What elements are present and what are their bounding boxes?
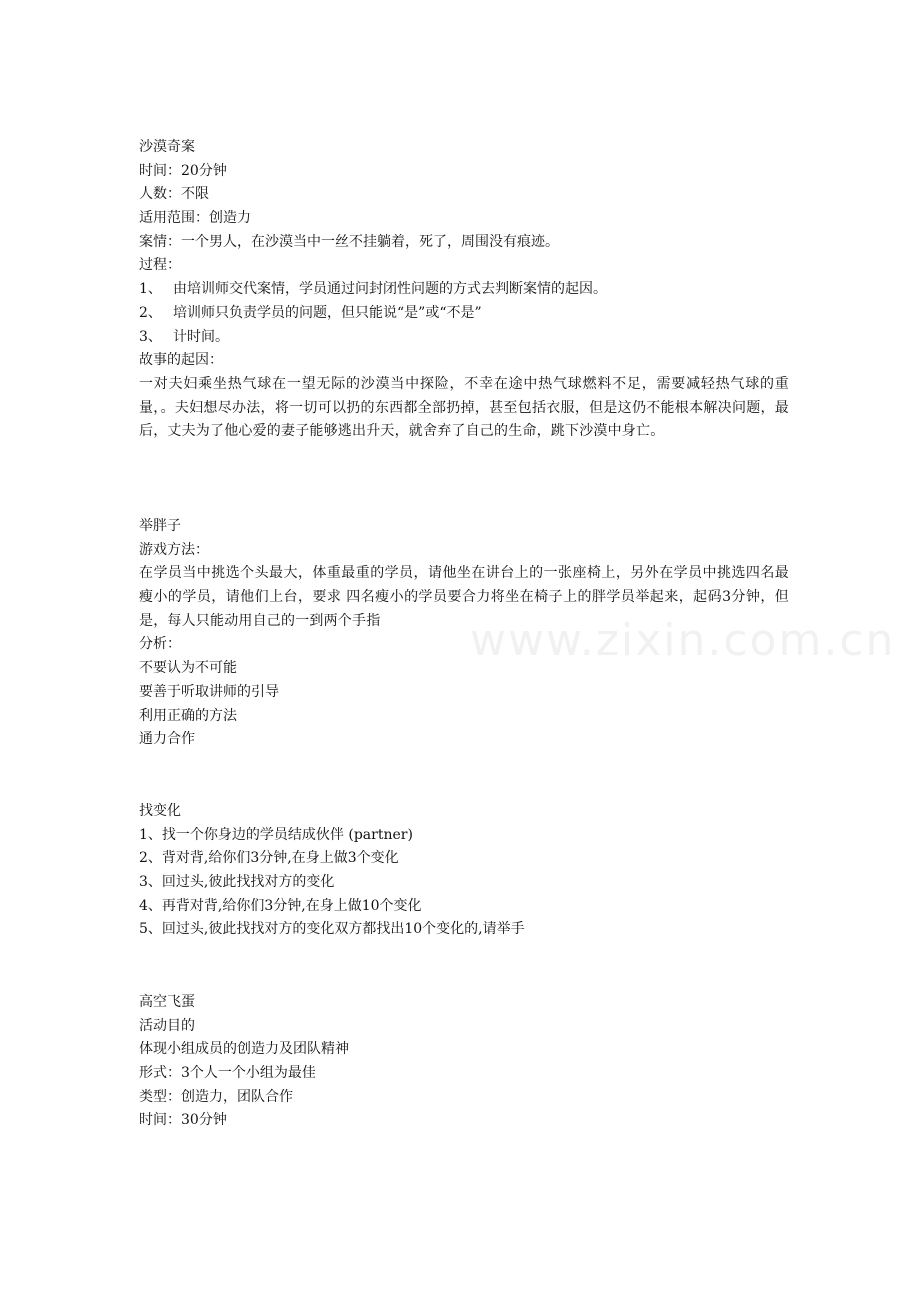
process-label: 过程： bbox=[139, 257, 181, 274]
document-content bbox=[139, 136, 789, 1133]
method-label: 游戏方法： bbox=[139, 541, 209, 558]
step-number: 1、 bbox=[139, 281, 162, 298]
process-step bbox=[139, 278, 789, 302]
analysis-item: 不要认为不可能 bbox=[139, 660, 237, 677]
section-title: 沙漠奇案 bbox=[139, 139, 195, 155]
process-step bbox=[139, 302, 789, 326]
watermark: www.zixin.com.cn bbox=[470, 615, 896, 666]
goal-label: 活动目的 bbox=[139, 1017, 195, 1034]
analysis-item: 利用正确的方法 bbox=[139, 707, 237, 724]
section-lift-fat bbox=[139, 515, 789, 752]
case-line: 案情：一个男人，在沙漠当中一丝不挂躺着，死了，周围没有痕迹。 bbox=[139, 233, 559, 250]
section-spacer bbox=[139, 752, 789, 800]
analysis-label: 分析： bbox=[139, 636, 181, 653]
step-number: 3、 bbox=[139, 328, 162, 345]
goal-text: 体现小组成员的创造力及团队精神 bbox=[139, 1041, 349, 1058]
method-paragraph: 在学员当中挑选个头最大，体重最重的学员，请他坐在讲台上的一张座椅上，另外在学员中挑选四名最瘦小的学员，请他们上台，要求 四名瘦小的学员要合力将坐在椅子上的胖学员举起来，起码3分钟，但是，每人只能动用自己的一到两个手指 bbox=[139, 565, 789, 629]
cause-label: 故事的起因： bbox=[139, 352, 223, 369]
change-step: 1、找一个你身边的学员结成伙伴 (partner) bbox=[139, 826, 413, 843]
change-step: 4、再背对背,给你们3分钟,在身上做10个变化 bbox=[139, 897, 422, 914]
step-number: 2、 bbox=[139, 304, 162, 321]
section-find-change bbox=[139, 800, 789, 942]
cause-paragraph: 一对夫妇乘坐热气球在一望无际的沙漠当中探险，不幸在途中热气球燃料不足，需要减轻热气球的重量，。夫妇想尽办法，将一切可以扔的东西都全部扔掉，甚至包括衣服，但是这仍不能根本解决问题，最后，丈夫为了他心爱的妻子能够逃出升天，就舍弃了自己的生命，跳下沙漠中身亡。 bbox=[139, 375, 789, 440]
people-line: 人数：不限 bbox=[139, 186, 209, 203]
step-text: 培训师只负责学员的问题，但只能说“是”或“不是” bbox=[173, 304, 482, 321]
section-desert-case bbox=[139, 136, 789, 444]
section-title: 高空飞蛋 bbox=[139, 994, 195, 1011]
time-line: 时间：30分钟 bbox=[139, 1112, 227, 1129]
change-step: 3、回过头,彼此找找对方的变化 bbox=[139, 873, 335, 890]
type-line: 类型：创造力，团队合作 bbox=[139, 1088, 293, 1105]
section-title: 找变化 bbox=[139, 802, 181, 819]
section-egg-drop bbox=[139, 991, 789, 1133]
section-spacer bbox=[139, 444, 789, 515]
time-line: 时间：20分钟 bbox=[139, 162, 227, 179]
step-text: 由培训师交代案情，学员通过问封闭性问题的方式去判断案情的起因。 bbox=[173, 281, 607, 298]
analysis-item: 要善于听取讲师的引导 bbox=[139, 683, 279, 700]
section-title: 举胖子 bbox=[139, 517, 181, 534]
process-step bbox=[139, 326, 789, 350]
scope-line: 适用范围：创造力 bbox=[139, 210, 251, 227]
section-spacer bbox=[139, 942, 789, 991]
analysis-item: 通力合作 bbox=[139, 731, 195, 748]
change-step: 5、回过头,彼此找找对方的变化双方都找出10个变化的,请举手 bbox=[139, 921, 525, 938]
change-step: 2、背对背,给你们3分钟,在身上做3个变化 bbox=[139, 850, 399, 867]
step-text: 计时间。 bbox=[173, 328, 229, 345]
form-line: 形式：3个人一个小组为最佳 bbox=[139, 1065, 316, 1082]
